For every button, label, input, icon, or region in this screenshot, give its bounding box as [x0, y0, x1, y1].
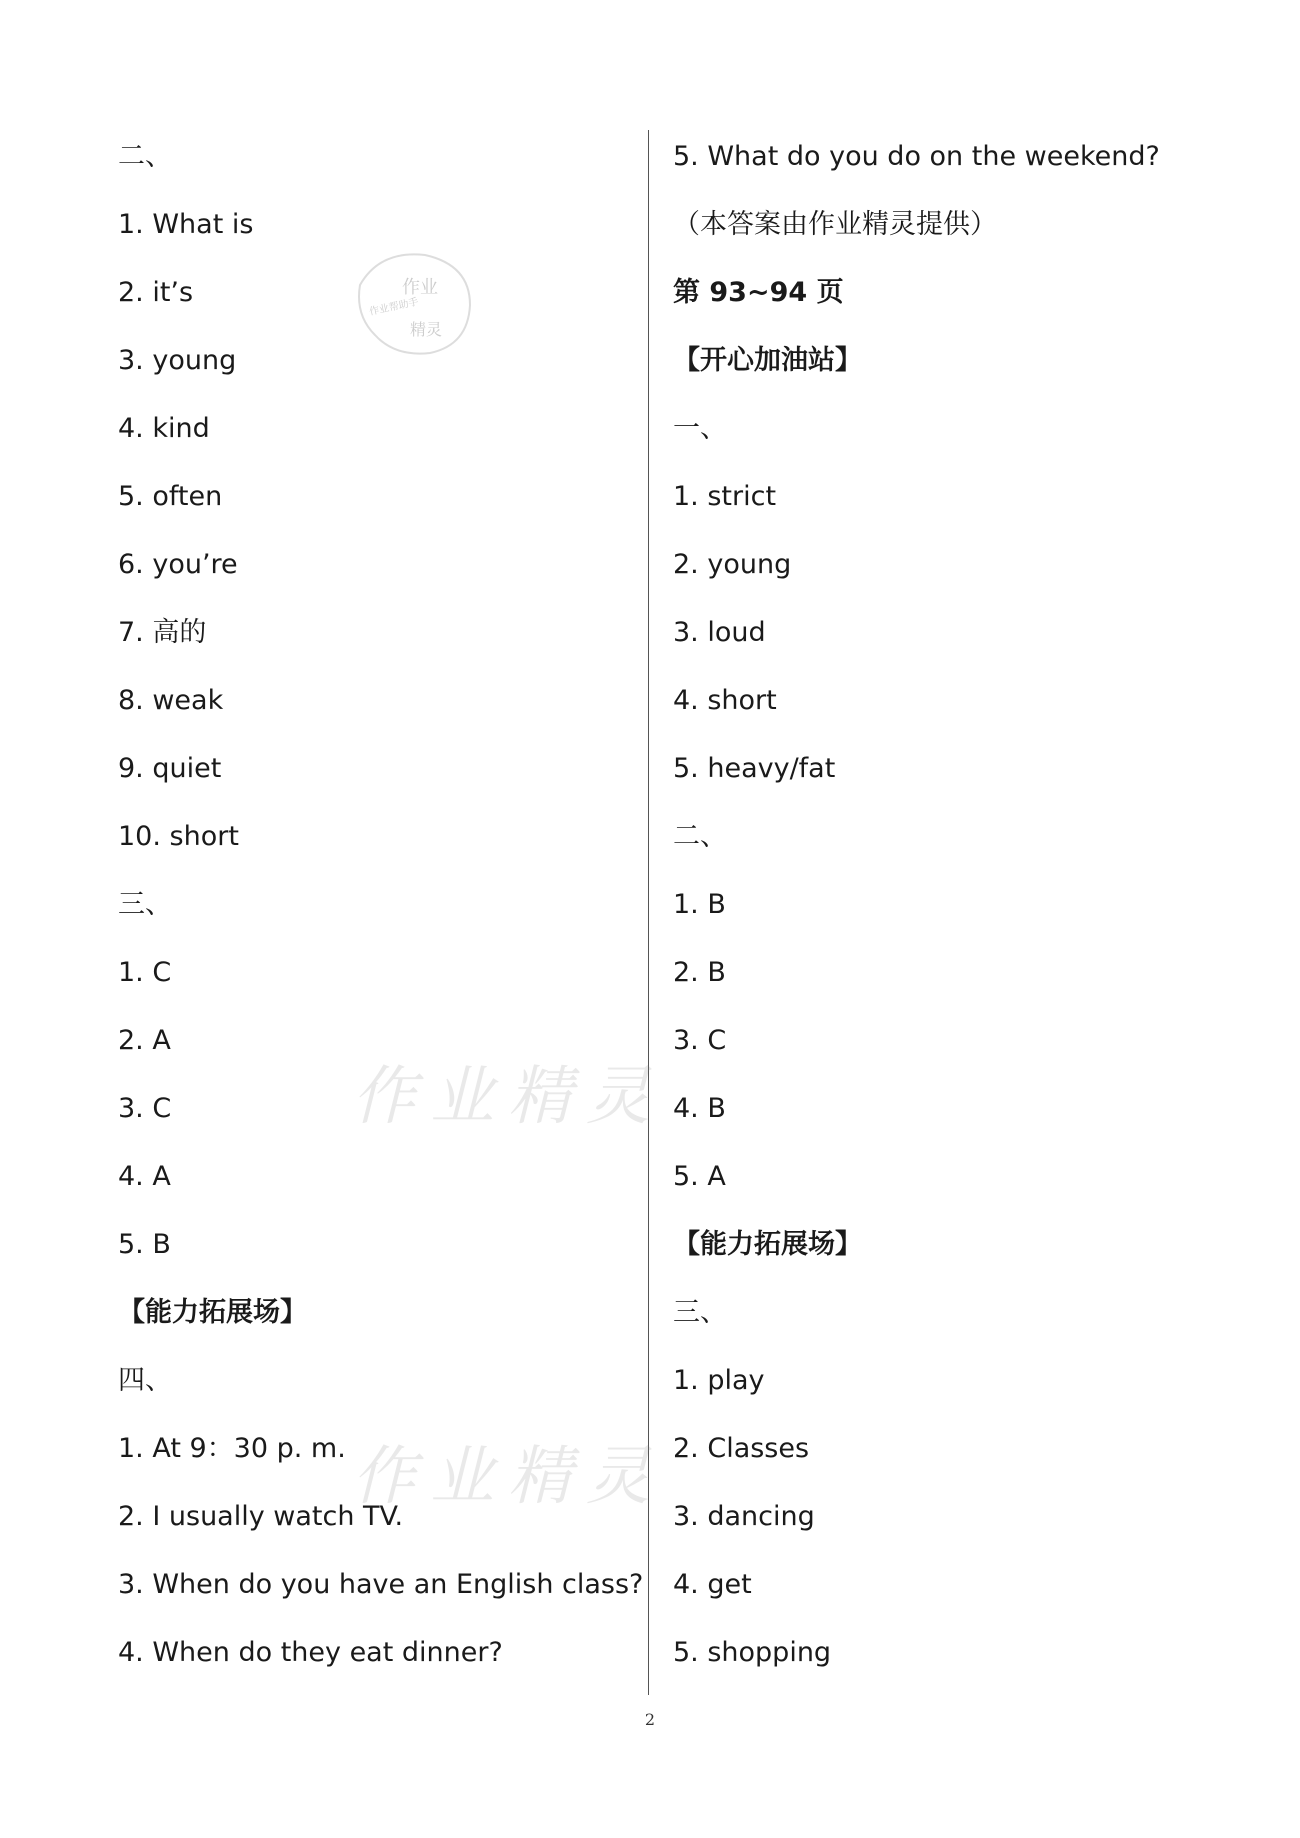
watermark-text-2: 作业精灵	[352, 1440, 664, 1514]
left-answer-line: 1. What is	[118, 209, 254, 240]
left-answer-line: 【能力拓展场】	[118, 1297, 307, 1328]
watermark-logo	[340, 245, 480, 365]
left-answer-line: 7. 高的	[118, 617, 207, 648]
left-answer-line: 3. C	[118, 1093, 172, 1124]
left-answer-line: 10. short	[118, 821, 239, 852]
left-answer-line: 三、	[118, 889, 172, 920]
left-answer-line: 3. young	[118, 345, 237, 376]
right-answer-line: 2. Classes	[673, 1433, 810, 1464]
right-answer-line: 2. B	[673, 957, 726, 988]
left-answer-line: 2. it’s	[118, 277, 194, 308]
watermark-text-1: 作业精灵	[352, 1060, 664, 1134]
right-answer-line: 3. C	[673, 1025, 727, 1056]
right-answer-line: 1. B	[673, 889, 726, 920]
watermark-logo-ring: 作业帮助手	[368, 296, 420, 318]
left-answer-line: 4. When do they eat dinner?	[118, 1637, 503, 1668]
left-answer-line: 9. quiet	[118, 753, 222, 784]
right-answer-line: 【开心加油站】	[673, 345, 862, 376]
right-answer-line: 1. strict	[673, 481, 777, 512]
left-answer-line: 5. often	[118, 481, 223, 512]
right-answer-line: 三、	[673, 1297, 727, 1328]
right-answer-line: 二、	[673, 821, 727, 852]
watermark-logo-top: 作业	[402, 277, 438, 298]
left-answer-line: 3. When do you have an English class?	[118, 1569, 644, 1600]
right-answer-line: 4. short	[673, 685, 777, 716]
right-answer-line: 5. A	[673, 1161, 726, 1192]
right-answer-line: 5. shopping	[673, 1637, 832, 1668]
right-answer-line: 一、	[673, 413, 727, 444]
left-answer-line: 1. C	[118, 957, 172, 988]
left-answer-line: 5. B	[118, 1229, 171, 1260]
right-answer-line: 4. B	[673, 1093, 726, 1124]
left-answer-line: 四、	[118, 1365, 172, 1396]
right-answer-line: 1. play	[673, 1365, 765, 1396]
page-number: 2	[644, 1710, 656, 1729]
right-answer-line: 第 93~94 页	[673, 277, 844, 308]
right-answer-line: 5. heavy/fat	[673, 753, 836, 784]
right-answer-line: 4. get	[673, 1569, 752, 1600]
left-answer-line: 8. weak	[118, 685, 224, 716]
right-answer-line: 3. loud	[673, 617, 766, 648]
left-answer-line: 6. you’re	[118, 549, 238, 580]
watermark-logo-bottom: 精灵	[410, 320, 443, 339]
right-answer-line: 5. What do you do on the weekend?	[673, 141, 1160, 172]
left-answer-line: 2. A	[118, 1025, 171, 1056]
right-answer-line: 【能力拓展场】	[673, 1229, 862, 1260]
right-answer-line: （本答案由作业精灵提供）	[673, 209, 997, 240]
right-answer-line: 2. young	[673, 549, 792, 580]
left-answer-line: 二、	[118, 141, 172, 172]
right-answer-line: 3. dancing	[673, 1501, 815, 1532]
left-answer-line: 4. A	[118, 1161, 171, 1192]
left-answer-line: 1. At 9：30 p. m.	[118, 1433, 346, 1464]
left-answer-line: 2. I usually watch TV.	[118, 1501, 404, 1532]
left-answer-line: 4. kind	[118, 413, 210, 444]
